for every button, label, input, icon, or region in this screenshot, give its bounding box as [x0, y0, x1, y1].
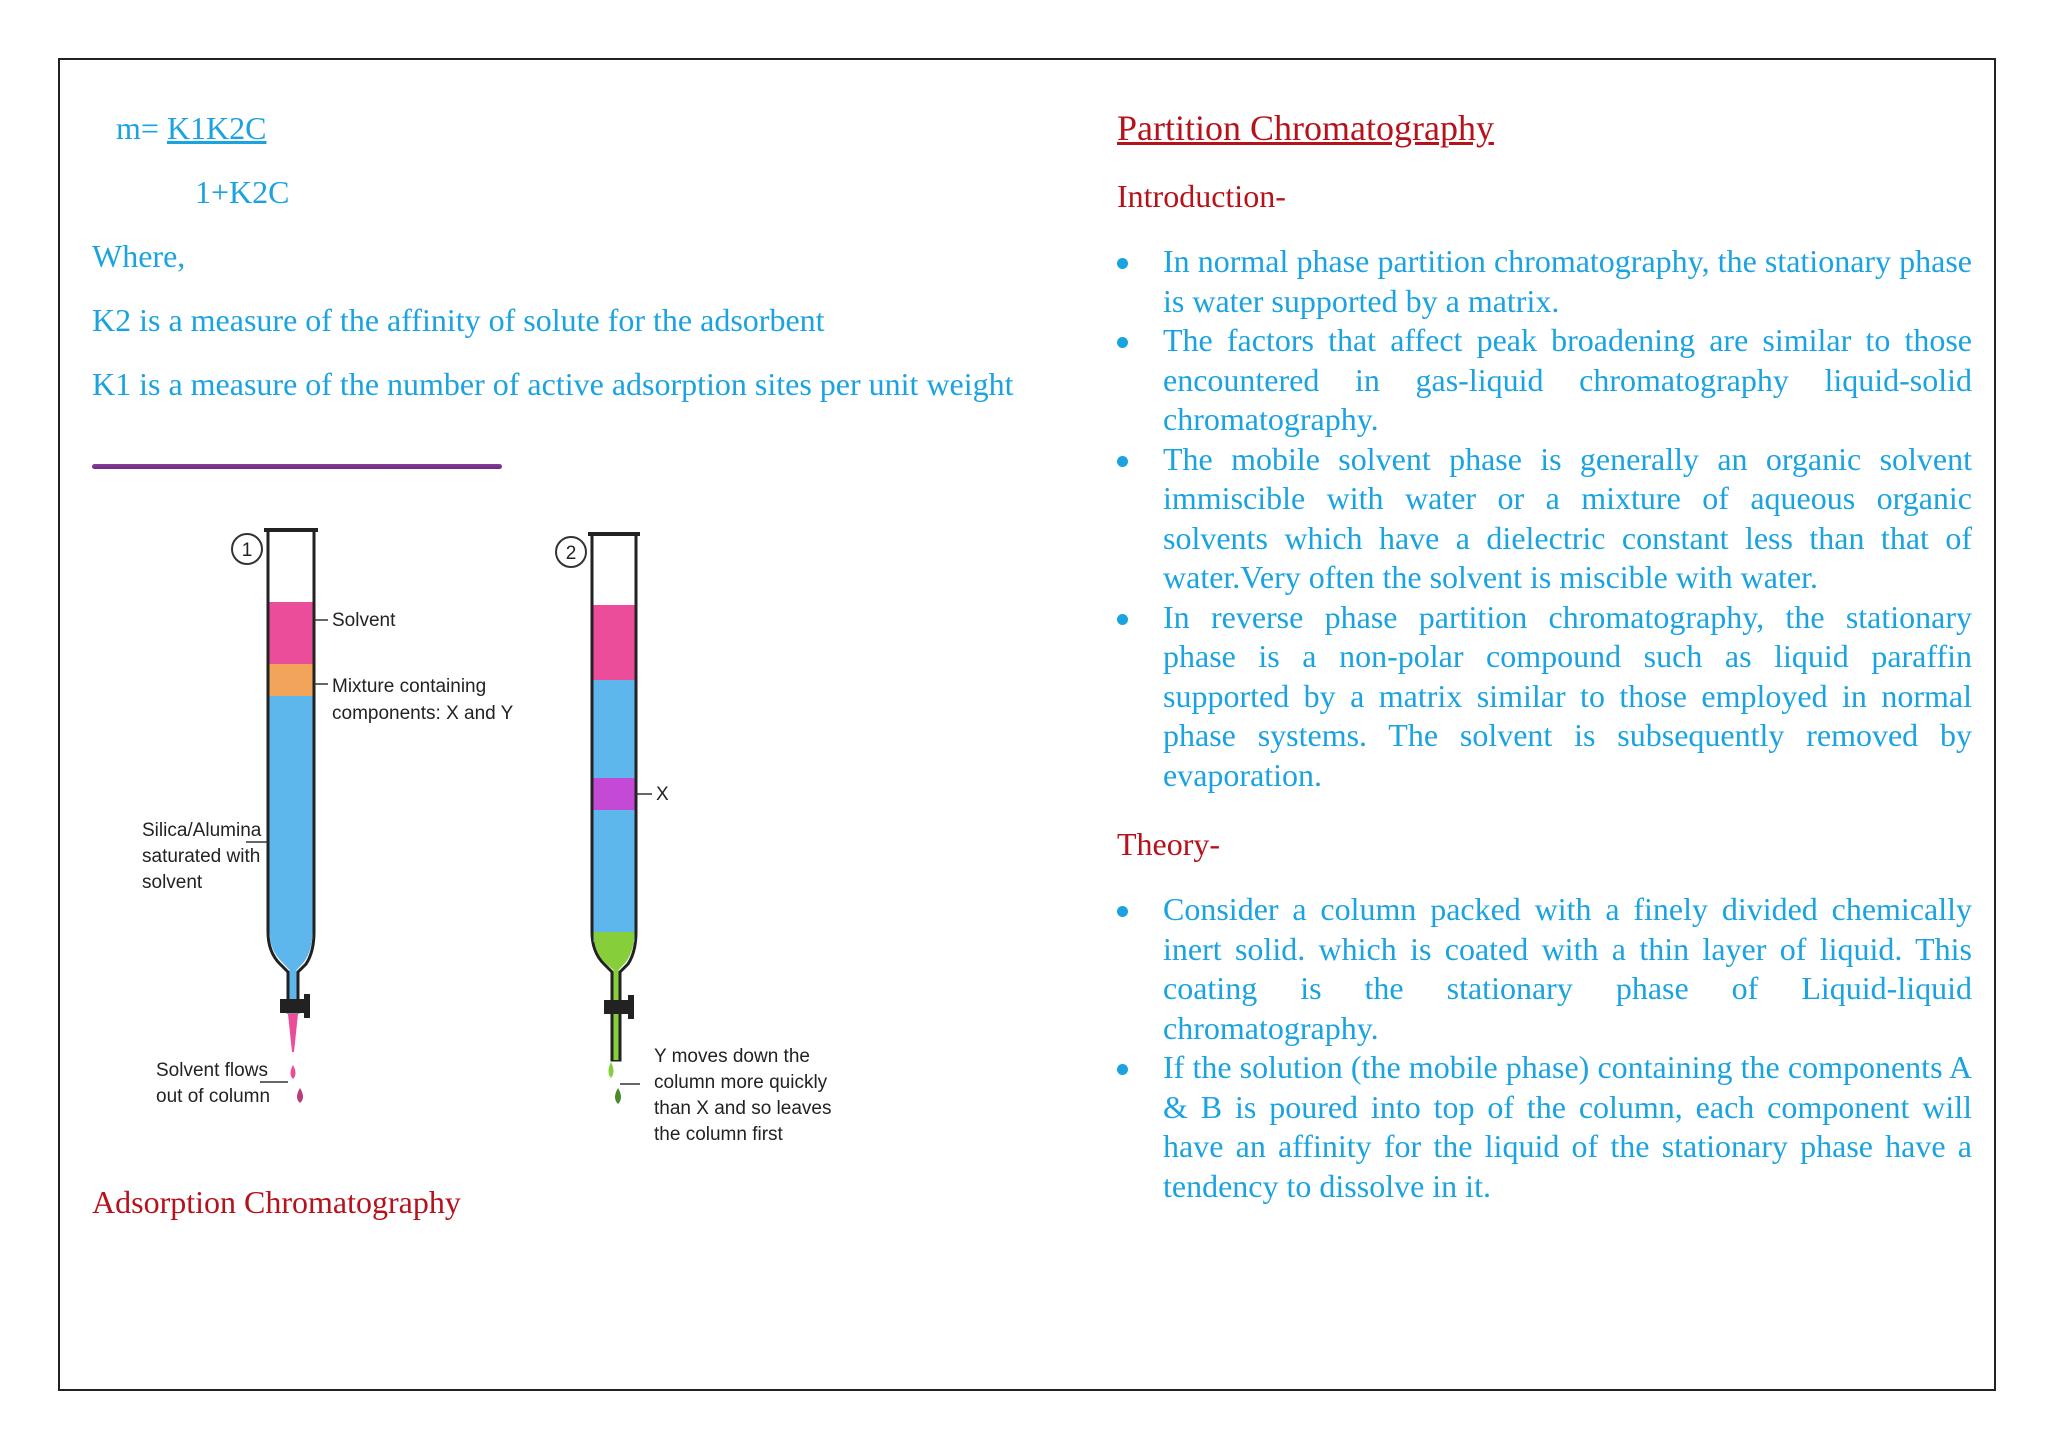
where-label: Where,: [92, 238, 186, 274]
label-silica-line2: saturated with: [142, 846, 261, 867]
formula-numerator-line: [116, 108, 267, 148]
column-2-band-x: [594, 778, 635, 810]
column-2-stopcock-handle: [628, 995, 634, 1019]
introduction-heading: Introduction-: [1117, 178, 1286, 214]
label-y-line4: the column first: [654, 1124, 783, 1145]
bullet-icon: [1117, 614, 1128, 625]
label-mixture-line1: Mixture containing: [332, 676, 487, 697]
list-item: [1117, 598, 1972, 796]
label-flows-line2: out of column: [156, 1086, 271, 1107]
bullet-icon: [1117, 1064, 1128, 1075]
list-item: [1117, 1048, 1972, 1206]
list-item: [1117, 440, 1972, 598]
column-1-stopcock-handle: [304, 994, 310, 1018]
introduction-list: [1117, 242, 1972, 795]
label-y-line2: column more quickly: [654, 1072, 828, 1093]
list-item-text: Consider a column packed with a finely divided chemically inert solid. which is coated with a thin layer of liquid. This coating is the stationary phase of Liquid-liquid chromatography.: [1163, 891, 1972, 1046]
column-1-mixture-layer: [270, 664, 313, 696]
list-item: [1117, 890, 1972, 1048]
k1-definition: K1 is a measure of the number of active adsorption sites per unit weight: [92, 366, 1014, 402]
column-1-drop: [291, 1065, 296, 1079]
label-y-line1: Y moves down the: [654, 1046, 810, 1067]
bullet-icon: [1117, 258, 1128, 269]
column-1-number: 1: [241, 540, 253, 561]
column-2-drop: [609, 1062, 614, 1078]
list-item: [1117, 242, 1972, 321]
formula-numerator: K1K2C: [166, 110, 267, 146]
formula-prefix: m=: [116, 110, 167, 146]
column-1-outflow: [288, 1014, 298, 1052]
bullet-icon: [1117, 906, 1128, 917]
column-2: [556, 534, 831, 1145]
bullet-icon: [1117, 456, 1128, 467]
column-1-drop-2: [297, 1088, 303, 1103]
column-chromatography-figure: [120, 512, 840, 1152]
column-1-solvent-layer: [270, 602, 313, 664]
list-item-text: The factors that affect peak broadening are similar to those encountered in gas-liquid chromatography liquid-solid chromatography.: [1163, 322, 1972, 437]
column-2-silica-layer: [594, 680, 635, 942]
label-flows-line1: Solvent flows: [156, 1060, 268, 1081]
figure-caption: Adsorption Chromatography: [92, 1184, 461, 1220]
formula-denominator: 1+K2C: [195, 174, 290, 210]
column-2-number: 2: [565, 543, 577, 564]
label-y-line3: than X and so leaves: [654, 1098, 832, 1119]
divider-line: [92, 464, 502, 469]
column-2-stopcock: [604, 1000, 630, 1014]
theory-list: [1117, 890, 1972, 1206]
column-1: [142, 530, 514, 1107]
column-2-drop-2: [615, 1088, 621, 1104]
list-item-text: The mobile solvent phase is generally an organic solvent immiscible with water or a mixture of aqueous organic solvents which have a dielectric constant less than that of water.Very often the solvent is miscible with water.: [1163, 440, 1972, 595]
label-solvent: Solvent: [332, 610, 396, 631]
bullet-icon: [1117, 337, 1128, 348]
label-silica-line1: Silica/Alumina: [142, 820, 262, 841]
label-silica-line3: solvent: [142, 872, 203, 893]
column-1-stopcock: [280, 999, 306, 1013]
section-title: Partition Chromatography: [1117, 108, 1494, 148]
list-item-text: In normal phase partition chromatography, the stationary phase is water supported by a matrix.: [1163, 243, 1972, 319]
label-mixture-line2: components: X and Y: [332, 703, 514, 724]
list-item-text: In reverse phase partition chromatography, the stationary phase is a non-polar compound such as liquid paraffin supported by a matrix similar to those employed in normal phase systems. The solvent is subsequently removed by evaporation.: [1163, 598, 1972, 793]
column-2-solvent-layer: [594, 605, 635, 680]
list-item-text: If the solution (the mobile phase) containing the components A & B is poured into top of the column, each component will have an affinity for the liquid of the stationary phase have a tendency to dissolve in it.: [1163, 1049, 1972, 1204]
k2-definition: K2 is a measure of the affinity of solute for the adsorbent: [92, 302, 825, 338]
list-item: [1117, 321, 1972, 440]
label-x: X: [656, 784, 669, 805]
theory-heading: Theory-: [1117, 826, 1221, 862]
